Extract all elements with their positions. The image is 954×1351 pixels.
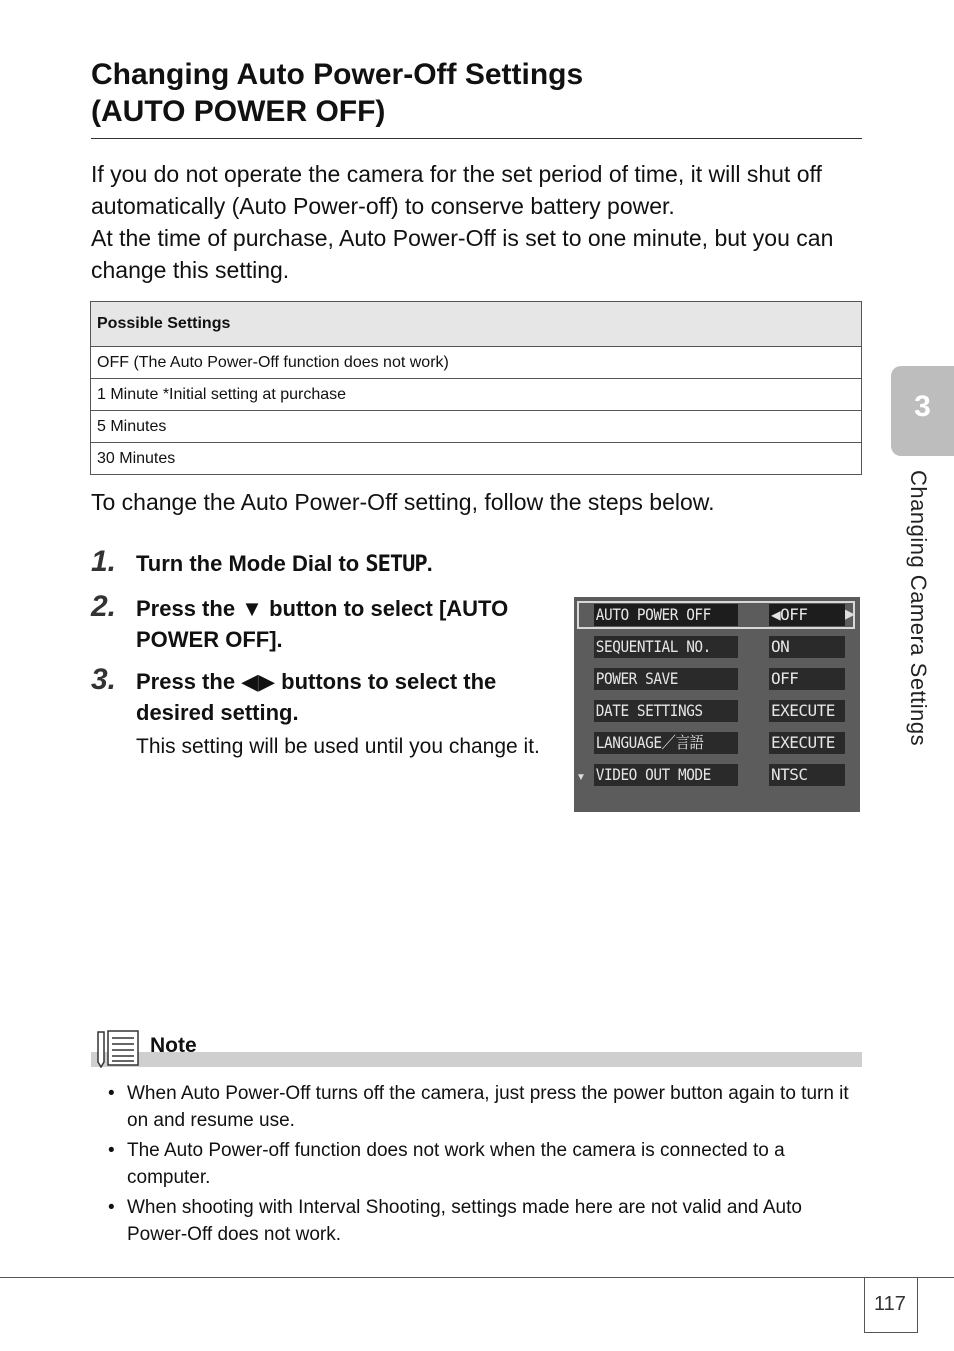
page-number: 117 xyxy=(874,1293,906,1315)
table-cell: 1 Minute *Initial setting at purchase xyxy=(91,379,862,411)
list-item: • When Auto Power-Off turns off the camera, just press the power button again to turn it on and resume use. xyxy=(108,1080,864,1134)
lcd-menu-value: EXECUTE xyxy=(769,700,845,722)
left-right-arrows-icon: ◀▶ xyxy=(241,669,276,694)
title-line-1: Changing Auto Power-Off Settings xyxy=(91,58,584,91)
step-1-text xyxy=(136,548,556,580)
lcd-menu-item: POWER SAVE xyxy=(594,668,738,690)
intro-paragraph-1: If you do not operate the camera for the set period of time, it will shut off automatically (Auto Power-off) to conserve battery power. xyxy=(91,161,822,219)
step-2-text-b: button to select [AUTO POWER OFF]. xyxy=(136,596,509,652)
step-1-number xyxy=(91,545,116,579)
step-3-number xyxy=(91,663,116,697)
down-arrow-icon: ▼ xyxy=(241,596,263,621)
list-item: • When shooting with Interval Shooting, settings made here are not valid and Auto Power-Off does not work. xyxy=(108,1194,864,1248)
lcd-menu-item: VIDEO OUT MODE xyxy=(594,764,738,786)
table-row xyxy=(91,443,862,475)
lcd-menu-value: NTSC xyxy=(769,764,845,786)
step-2-text-a: Press the xyxy=(136,596,242,621)
right-arrow-icon: ▶ xyxy=(845,606,855,621)
step-3-text-a: Press the xyxy=(136,669,242,694)
lcd-menu-value: OFF xyxy=(769,668,845,690)
setup-mode-label: SETUP xyxy=(365,552,427,577)
footer-divider xyxy=(0,1277,954,1278)
table-cell: 30 Minutes xyxy=(91,443,862,475)
intro-text xyxy=(91,158,866,286)
lcd-menu-item: LANGUAGE／言語 xyxy=(594,732,738,754)
title-line-2: (AUTO POWER OFF) xyxy=(91,95,386,128)
note-label: Note xyxy=(150,1034,197,1057)
step-number: 2. xyxy=(91,590,117,623)
step-1-text-a: Turn the Mode Dial to xyxy=(136,551,366,576)
step-2-text xyxy=(136,593,536,655)
table-row xyxy=(91,411,862,443)
camera-lcd-menu-screenshot xyxy=(574,597,860,812)
table-row xyxy=(91,347,862,379)
note-bar xyxy=(91,1052,862,1067)
lcd-menu-value: ON xyxy=(769,636,845,658)
possible-settings-table xyxy=(90,301,862,475)
step-1-text-c: . xyxy=(426,551,433,576)
table-cell: OFF (The Auto Power-Off function does not work) xyxy=(91,347,862,379)
lcd-menu-item: DATE SETTINGS xyxy=(594,700,738,722)
table-header-row xyxy=(91,302,862,347)
note-list xyxy=(108,1080,864,1251)
lcd-menu-value: ◀OFF xyxy=(769,604,845,626)
note-icon xyxy=(94,1028,142,1068)
step-3-text xyxy=(136,666,561,728)
chapter-number: 3 xyxy=(914,390,931,423)
step-3-subtext: This setting will be used until you change it. xyxy=(136,735,540,758)
lcd-menu-item: AUTO POWER OFF xyxy=(594,604,738,626)
step-2-number xyxy=(91,590,116,624)
table-row xyxy=(91,379,862,411)
step-3-text-b: buttons to select the desired setting. xyxy=(136,669,497,725)
step-number: 1. xyxy=(91,545,117,578)
title-divider xyxy=(91,138,862,139)
chapter-title-vertical: Changing Camera Settings xyxy=(906,470,931,747)
list-item: • The Auto Power-off function does not work when the camera is connected to a computer. xyxy=(108,1137,864,1191)
scroll-down-icon: ▼ xyxy=(576,772,586,783)
lcd-menu-item: SEQUENTIAL NO. xyxy=(594,636,738,658)
table-header-cell: Possible Settings xyxy=(91,302,862,347)
intro-paragraph-2: At the time of purchase, Auto Power-Off is set to one minute, but you can change this setting. xyxy=(91,225,834,283)
page-title xyxy=(91,56,862,130)
table-cell: 5 Minutes xyxy=(91,411,862,443)
step-number: 3. xyxy=(91,663,117,696)
steps-lead-text: To change the Auto Power-Off setting, follow the steps below. xyxy=(91,489,715,515)
lcd-menu-value: EXECUTE xyxy=(769,732,845,754)
